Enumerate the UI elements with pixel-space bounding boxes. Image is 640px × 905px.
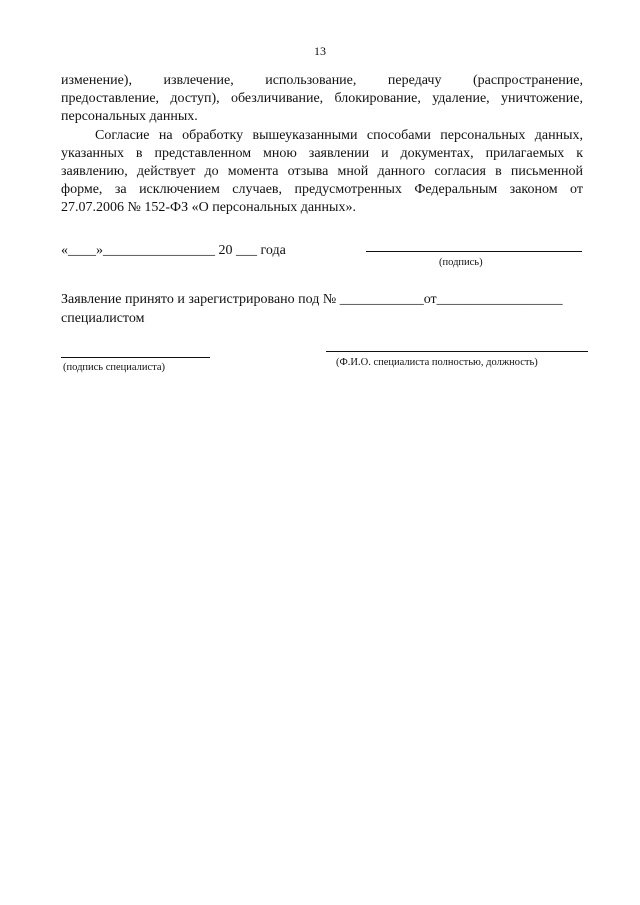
signature-caption: (подпись) [439, 257, 483, 268]
year-prefix: 20 [218, 243, 233, 258]
text-line: Согласие на обработку вышеуказанными способами персональных данных, [95, 128, 583, 143]
registration-date-blank[interactable]: __________________ [436, 292, 563, 307]
applicant-signature-line[interactable] [366, 251, 582, 252]
date-field[interactable] [61, 243, 286, 259]
text-line: заявлению, действует до момента отзыва мной данного согласия в письменной [61, 164, 583, 179]
text-line: 27.07.2006 № 152-ФЗ «О персональных данных». [61, 200, 356, 215]
year-blank[interactable]: ___ [236, 243, 257, 258]
text-line: изменение), извлечение, использование, передачу (распространение, [61, 73, 583, 88]
consent-validity-paragraph [61, 127, 583, 217]
specialist-name-caption: (Ф.И.О. специалиста полностью, должность) [336, 357, 538, 368]
text-line: указанных в представленном мною заявлении и документах, прилагаемых к [61, 146, 583, 161]
registration-text: Заявление принято и зарегистрировано под № [61, 292, 337, 307]
registration-line [61, 292, 563, 308]
page-number: 13 [314, 44, 326, 58]
year-suffix: года [260, 243, 286, 258]
day-blank[interactable]: «____» [61, 243, 103, 258]
specialist-signature-line[interactable] [61, 357, 210, 358]
registration-number-blank[interactable]: ____________ [339, 292, 424, 307]
registration-from-label: от [423, 292, 437, 307]
text-line: персональных данных. [61, 109, 198, 124]
specialist-signature-caption: (подпись специалиста) [63, 362, 166, 373]
specialist-name-line[interactable] [326, 351, 588, 352]
text-line: форме, за исключением случаев, предусмотренных Федеральным законом от [61, 182, 583, 197]
month-blank[interactable]: ________________ [103, 243, 215, 258]
consent-paragraph-continuation [61, 72, 583, 126]
text-line: предоставление, доступ), обезличивание, блокирование, удаление, уничтожение, [61, 91, 583, 106]
registration-specialist-label: специалистом [61, 311, 145, 326]
